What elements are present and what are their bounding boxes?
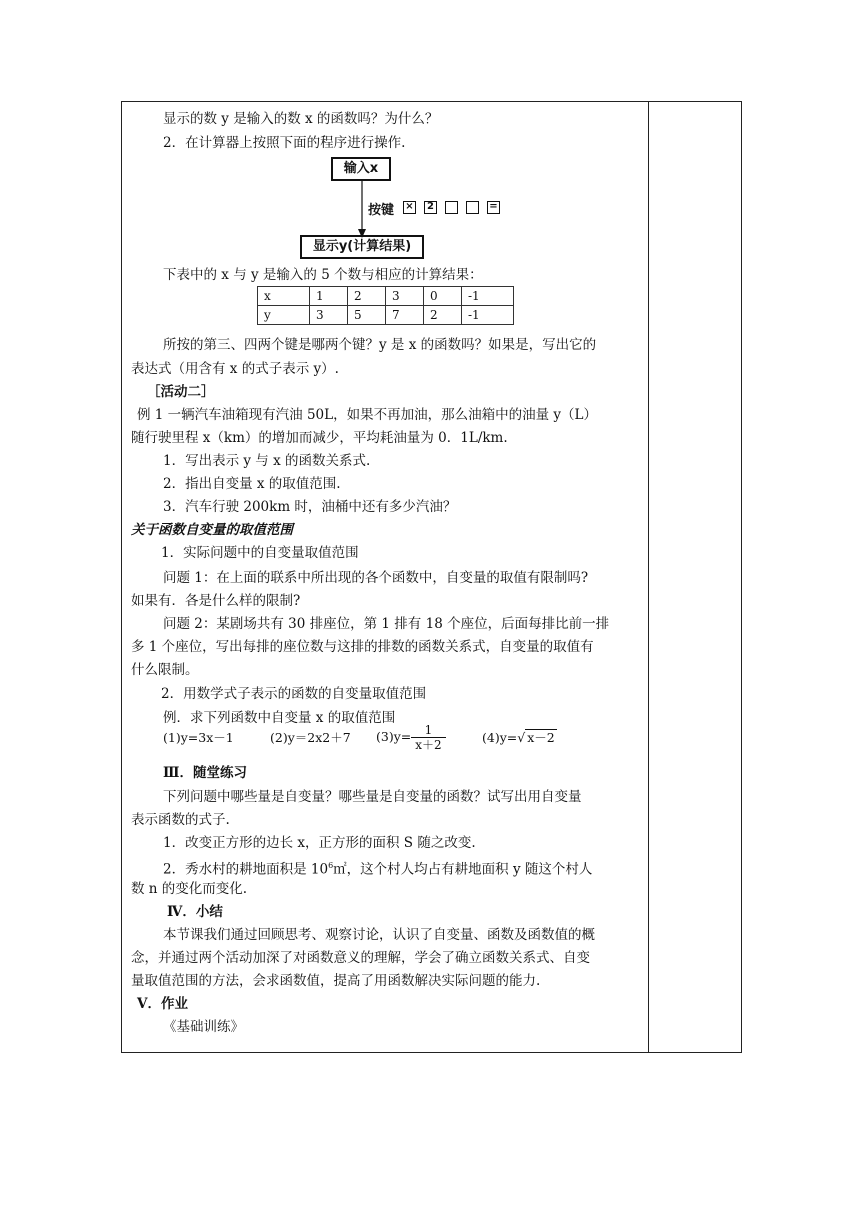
table-cell: -1 [462, 306, 514, 325]
fraction-numerator: 1 [411, 723, 445, 738]
practice-question-2 [163, 857, 592, 879]
flow-arrow [356, 181, 368, 239]
table-cell: 3 [310, 306, 348, 325]
table-cell: -1 [462, 287, 514, 306]
table-cell: 0 [424, 287, 462, 306]
calculator-flow-diagram [300, 155, 530, 260]
key-2: 2 [424, 201, 437, 214]
formula-4 [482, 729, 557, 747]
activity2-question-2: 2．指出自变量 x 的取值范围. [163, 476, 341, 492]
sqrt-radicand: x－2 [527, 730, 555, 745]
table-row [258, 306, 514, 325]
activity2-title: ［活动二］ [147, 384, 215, 400]
formula-3-prefix: (3)y= [376, 729, 412, 744]
practice-title: Ⅲ．随堂练习 [163, 765, 247, 781]
domain-sub-2: 2．用数学式子表示的函数的自变量取值范围 [161, 686, 427, 702]
homework-title: Ⅴ．作业 [137, 996, 188, 1012]
intro-line-2: 2．在计算器上按照下面的程序进行操作. [163, 135, 406, 151]
summary-title: Ⅳ．小结 [167, 904, 223, 920]
problem1-line-1: 问题 1：在上面的联系中所出现的各个函数中，自变量的取值有限制吗? [163, 570, 589, 586]
practice-question-1: 1．改变正方形的边长 x，正方形的面积 S 随之改变. [163, 835, 476, 851]
question-line-2: 表达式（用含有 x 的式子表示 y）. [131, 361, 339, 377]
summary-line-3: 量取值范围的方法，会求函数值，提高了用函数解决实际问题的能力. [131, 973, 541, 989]
table-cell: 2 [424, 306, 462, 325]
domain-example: 例．求下列函数中自变量 x 的取值范围 [163, 710, 396, 726]
table-cell: 1 [310, 287, 348, 306]
problem2-line-3: 什么限制。 [131, 662, 199, 678]
problem2-line-1: 问题 2：某剧场共有 30 排座位，第 1 排有 18 个座位，后面每排比前一排 [163, 616, 610, 632]
formula-3 [376, 717, 446, 757]
formula-4-prefix: (4)y= [482, 730, 518, 745]
practice-q2-rest: ㎡，这个村人均占有耕地面积 y 随这个村人 [333, 861, 593, 878]
problem1-line-2: 如果有．各是什么样的限制? [131, 593, 301, 609]
key-blank-4 [466, 201, 479, 214]
key-blank-3 [445, 201, 458, 214]
table-cell: x [258, 287, 310, 306]
question-line-1: 所按的第三、四两个键是哪两个键？y 是 x 的函数吗？如果是，写出它的 [163, 337, 597, 353]
output-y-box: 显示y(计算结果) [300, 235, 424, 259]
exponent: 6 [328, 861, 334, 870]
formula-2: (2)y＝2x2＋7 [270, 730, 351, 745]
domain-sub-1: 1．实际问题中的自变量取值范围 [161, 545, 359, 561]
example1-line-1: 例 1 一辆汽车油箱现有汽油 50L，如果不再加油，那么油箱中的油量 y（L） [137, 407, 597, 423]
xy-table [257, 286, 514, 325]
practice-line-1: 下列问题中哪些量是自变量？哪些量是自变量的函数？试写出用自变量 [163, 789, 582, 805]
homework-item: 《基础训练》 [163, 1019, 244, 1035]
table-cell: 2 [348, 287, 386, 306]
keys-label: 按键 [368, 203, 395, 218]
table-cell: y [258, 306, 310, 325]
table-intro: 下表中的 x 与 y 是输入的 5 个数与相应的计算结果： [163, 267, 483, 283]
summary-line-1: 本节课我们通过回顾思考、观察讨论，认识了自变量、函数及函数值的概 [163, 927, 595, 943]
key-multiply: × [403, 201, 416, 214]
table-cell: 5 [348, 306, 386, 325]
fraction [411, 723, 445, 752]
table-cell: 3 [386, 287, 424, 306]
domain-section-title: 关于函数自变量的取值范围 [131, 522, 293, 538]
problem2-line-2: 多 1 个座位，写出每排的座位数与这排的排数的函数关系式，自变量的取值有 [131, 639, 594, 655]
key-equals: = [487, 201, 500, 214]
input-x-box: 输入x [331, 157, 391, 181]
intro-line-1: 显示的数 y 是输入的数 x 的函数吗？为什么？ [163, 111, 439, 127]
summary-line-2: 念，并通过两个活动加深了对函数意义的理解，学会了确立函数关系式、自变 [131, 950, 590, 966]
column-divider [648, 101, 649, 1053]
table-row [258, 287, 514, 306]
activity2-question-3: 3．汽车行驶 200km 时，油桶中还有多少汽油？ [163, 499, 457, 515]
table-cell: 7 [386, 306, 424, 325]
practice-question-2-line-2: 数 n 的变化而变化. [131, 881, 248, 897]
practice-line-2: 表示函数的式子. [131, 812, 230, 828]
activity2-question-1: 1．写出表示 y 与 x 的函数关系式. [163, 453, 371, 469]
practice-q2-prefix: 2．秀水村的耕地面积是 10 [163, 861, 329, 878]
example1-line-2: 随行驶里程 x（km）的增加而减少，平均耗油量为 0．1L/km. [131, 430, 508, 446]
fraction-denominator: x＋2 [415, 738, 442, 752]
formula-1: (1)y=3x－1 [163, 730, 234, 745]
sqrt-sign-icon: √ [517, 730, 526, 745]
